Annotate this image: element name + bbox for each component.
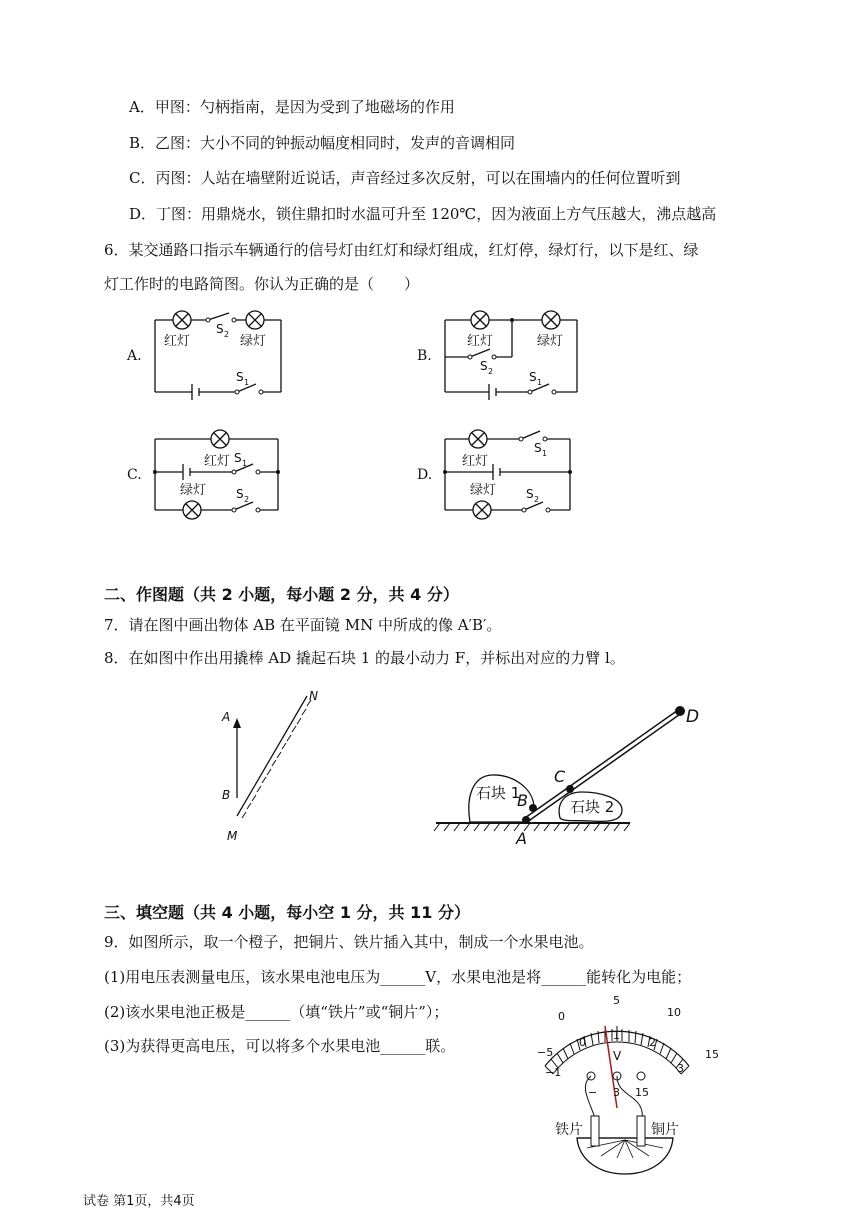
q5-option-a: A．甲图：勺柄指南，是因为受到了地磁场的作用 (129, 98, 455, 116)
lever-point-d-label: D (686, 707, 700, 727)
lever-point-b-label: B (517, 791, 528, 810)
q9-part-1: (1)用电压表测量电压，该水果电池电压为______V，水果电池是将______能转化为电能； (104, 968, 692, 986)
copper-plate-label: 铜片 (651, 1122, 679, 1138)
q6-stem-line2: 灯工作时的电路简图。你认为正确的是（ ） (104, 275, 420, 293)
lamp-icon (173, 311, 191, 329)
inner-scale-label: 0 (579, 1036, 586, 1049)
point-b-label: B (222, 788, 231, 802)
circuit-diagram-b (440, 305, 585, 400)
terminal-15-label: 15 (635, 1086, 649, 1099)
lever-point-c-label: C (554, 767, 566, 786)
section-2-heading: 二、作图题（共 2 小题，每小题 2 分，共 4 分） (104, 585, 459, 604)
switch-s1-label: S (534, 441, 542, 455)
q8-stem: 8．在如图中作出用撬棒 AD 撬起石块 1 的最小动力 F，并标出对应的力臂 l。 (104, 649, 625, 667)
switch-s1-label: S (529, 370, 537, 384)
lever-diagram (430, 698, 710, 850)
q5-option-d: D．丁图：用鼎烧水，锁住鼎扣时水温可升至 120℃，因为液面上方气压越大，沸点越高 (129, 205, 717, 223)
inner-scale-label: 1 (613, 1029, 620, 1042)
svg-text:1: 1 (542, 449, 548, 458)
page-footer: 试卷 第1页，共4页 (83, 1194, 195, 1209)
lamp-icon (246, 311, 264, 329)
lamp-icon (471, 311, 489, 329)
stone-1-label: 石块 1 (476, 784, 521, 802)
svg-text:1: 1 (242, 459, 248, 468)
plane-mirror-diagram (215, 688, 325, 848)
green-lamp-label: 绿灯 (180, 483, 207, 498)
circuit-d-label: D. (417, 467, 433, 483)
iron-plate-label: 铁片 (555, 1122, 583, 1138)
inner-scale-label: 3 (677, 1062, 684, 1075)
circuit-diagram-a (150, 305, 290, 400)
red-lamp-label: 红灯 (467, 334, 494, 349)
green-lamp-label: 绿灯 (240, 334, 267, 349)
switch-s2-label: S (216, 322, 224, 336)
svg-text:1: 1 (244, 378, 250, 387)
lever-point-a-label: A (516, 829, 527, 848)
switch-s1-label: S (234, 451, 242, 465)
outer-scale-label: 10 (667, 1006, 681, 1019)
inner-scale-label: −1 (545, 1066, 562, 1079)
lamp-icon (183, 501, 201, 519)
q5-option-c: C．丙图：人站在墙壁附近说话，声音经过多次反射，可以在围墙内的任何位置听到 (129, 169, 681, 187)
svg-text:2: 2 (488, 367, 494, 376)
red-lamp-label: 红灯 (164, 334, 191, 349)
circuit-diagram-c (150, 428, 290, 523)
switch-s2-label: S (526, 487, 534, 501)
svg-text:2: 2 (244, 495, 250, 504)
circuit-diagram-d (440, 428, 580, 523)
q7-stem: 7．请在图中画出物体 AB 在平面镜 MN 中所成的像 A′B′。 (104, 616, 502, 634)
outer-scale-label: 5 (613, 994, 620, 1007)
point-a-label: A (222, 710, 231, 724)
switch-s2-label: S (480, 359, 488, 373)
q9-stem: 9．如图所示，取一个橙子，把铜片、铁片插入其中，制成一个水果电池。 (104, 933, 594, 951)
lamp-icon (211, 430, 229, 448)
svg-text:2: 2 (534, 495, 540, 504)
outer-scale-label: 15 (705, 1048, 719, 1061)
outer-scale-label: −5 (537, 1046, 554, 1059)
point-m-label: M (227, 829, 238, 843)
lamp-icon (473, 501, 491, 519)
q6-stem-line1: 6．某交通路口指示车辆通行的信号灯由红灯和绿灯组成，红灯停，绿灯行，以下是红、绿 (104, 241, 699, 259)
circuit-c-label: C. (127, 467, 142, 483)
red-lamp-label: 红灯 (462, 454, 489, 469)
voltmeter-fruit-battery-diagram (505, 988, 730, 1180)
copper-plate (637, 1116, 645, 1146)
terminal-3-label: 3 (613, 1086, 620, 1099)
svg-text:1: 1 (537, 378, 543, 387)
inner-scale-label: 2 (649, 1036, 656, 1049)
lamp-icon (469, 430, 487, 448)
stone-2-label: 石块 2 (570, 798, 615, 816)
point-n-label: N (309, 689, 318, 703)
q9-part-2: (2)该水果电池正极是______（填“铁片”或“铜片”）； (104, 1003, 449, 1021)
circuit-b-label: B. (417, 348, 432, 364)
svg-text:2: 2 (224, 330, 230, 339)
switch-s1-label: S (236, 370, 244, 384)
circuit-a-label: A. (127, 348, 142, 364)
green-lamp-label: 绿灯 (470, 483, 497, 498)
outer-scale-label: 0 (558, 1010, 565, 1023)
q5-option-b: B．乙图：大小不同的钟振动幅度相同时，发声的音调相同 (129, 134, 516, 152)
voltmeter-unit: V (613, 1049, 622, 1063)
red-lamp-label: 红灯 (204, 454, 231, 469)
q9-part-3: (3)为获得更高电压，可以将多个水果电池______联。 (104, 1037, 456, 1055)
switch-s2-label: S (236, 487, 244, 501)
section-3-heading: 三、填空题（共 4 小题，每小空 1 分，共 11 分） (104, 903, 470, 922)
green-lamp-label: 绿灯 (537, 334, 564, 349)
iron-plate (591, 1116, 599, 1146)
terminal-negative-label: − (588, 1086, 598, 1099)
lamp-icon (542, 311, 560, 329)
